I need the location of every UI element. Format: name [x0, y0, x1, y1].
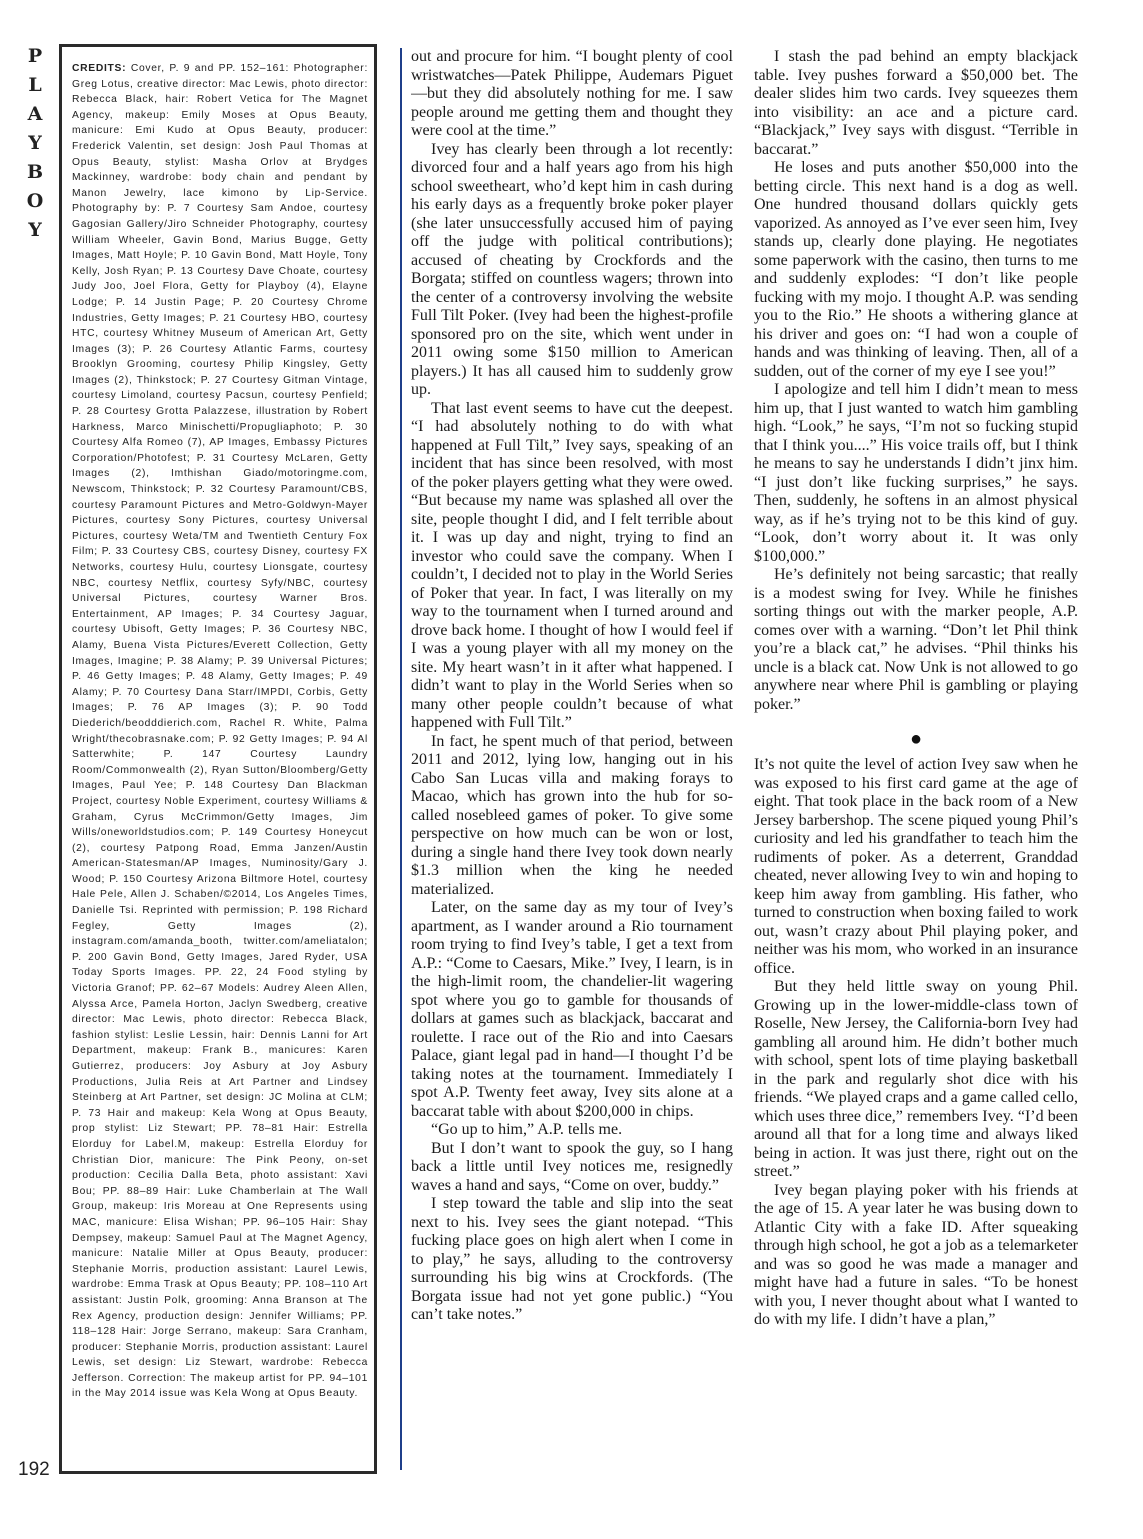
paragraph: I stash the pad behind an empty blackjack table. Ivey pushes forward a $50,000 bet. The dealer slides him two cards. Ivey squeezes them into visibility: an ace and a picture card. “Blackjack,” Ivey says with disgust. “Terrible in baccarat.” [754, 48, 1078, 158]
brand-letter: L [28, 74, 42, 96]
paragraph: Ivey has clearly been through a lot recently: divorced four and a half years ago from his high school sweetheart, who’d kept him in cash during his early days as a frequently broke poker player (she later unsuccessfully accused him of paying off the judge with political contributions); accused of cheating by Crockfords and the Borgata; stiffed on countless wagers; thrown into the center of a controversy involving the website Full Tilt Poker. (Ivey had been the highest-profile sponsored pro on the site, which went under in 2011 owing some $150 million to American players.) It has all caused him to suddenly grow up. [411, 140, 733, 398]
paragraph: out and procure for him. “I bought plenty of cool wristwatches—Patek Philippe, Audemars Piguet—but they did absolutely nothing for me. I saw people around me getting them and thought they were cool at the time.” [411, 48, 733, 139]
credits-label: CREDITS: [72, 63, 127, 74]
paragraph: “Go up to him,” A.P. tells me. [431, 1121, 623, 1138]
column-rule [400, 48, 402, 1470]
paragraph: In fact, he spent much of that period, between 2011 and 2012, lying low, hanging out in his Cabo San Lucas villa and making forays to Macao, which has grown into the hub for so-called nosebleed games of poker. To give some perspective on how much can be won or lost, during a single hand there Ivey took down nearly $1.3 million when the king he needed materialized. [411, 732, 733, 898]
paragraph: I apologize and tell him I didn’t mean to mess him up, that I just wanted to watch him gambling high. “Look,” he says, “I’m not so fucking stupid that I think you....” His voice trails off, but I think he means to say he understands I didn’t jinx him. “I just don’t like fucking surprises,” he says. Then, suddenly, he softens in an almost physical way, as if he’s trying not to be this kind of guy. “Look, don’t worry about it. It was only $100,000.” [754, 381, 1078, 565]
paragraph: Ivey began playing poker with his friends at the age of 15. A year later he was busing down to Atlantic City with a fake ID. After squeaking through high school, he got a job as a telemarketer and was so good he was made a manager and might have had a future in sales. “To be honest with you, I never thought about what I wanted to do with my life. I didn’t have a plan,” [754, 1181, 1078, 1328]
brand-letter: Y [28, 132, 42, 154]
section-break-bullet: ● [909, 728, 923, 750]
credits-box [59, 44, 377, 1474]
credits-text [72, 61, 368, 1402]
paragraph: He loses and puts another $50,000 into the betting circle. This next hand is a dog as well. One hundred thousand dollars quickly gets vaporized. As annoyed as I’ve ever seen him, Ivey stands up, clearly done playing. He negotiates some paperwork with the casino, then turns to me and suddenly explodes: “I don’t like people fucking with my mojo. I thought A.P. was sending you to the Rio.” He shoots a withering glance at his driver and goes on: “I had won a couple of hands and was thinking of leaving. Then, all of a sudden, out of the corner of my eye I see you!” [754, 159, 1078, 380]
magazine-brand [20, 42, 50, 245]
article-column-2 [411, 48, 733, 1473]
brand-letter: B [26, 161, 44, 183]
paragraph: But I don’t want to spook the guy, so I hang back a little until Ivey notices me, resignedly waves a hand and says, “Come on over, buddy.” [411, 1139, 733, 1194]
paragraph: Later, on the same day as my tour of Ivey’s apartment, as I wander around a Rio tournament room trying to find Ivey’s table, I get a text from A.P.: “Come to Caesars, Mike.” Ivey, I learn, is in the high-limit room, the chandelier-lit wagering spot where you go to gamble for thousands of dollars at games such as blackjack, baccarat and roulette. I race out of the Rio and into Caesars Palace, giant legal pad in hand—I thought I’d be taking notes at the tournament. Immediately I spot A.P. Twenty feet away, Ivey sits alone at a baccarat table with about $200,000 in chips. [411, 899, 733, 1120]
brand-letter: O [26, 190, 44, 212]
page-number: 192 [18, 1459, 50, 1480]
paragraph: It’s not quite the level of action Ivey saw when he was exposed to his first card game at the age of eight. That took place in the back room of a New Jersey barbershop. The scene piqued young Phil’s curiosity and led his grandfather to teach him the rudiments of poker. As a deterrent, Granddad cheated, never allowing Ivey to win and hoping to keep him away from gambling. His father, who turned to construction when boxing failed to work out, wasn’t crazy about Phil playing poker, and neither was his mom, who worked in an insurance office. [754, 756, 1078, 977]
brand-letter: P [27, 45, 43, 67]
credits-body: Cover, P. 9 and PP. 152–161: Photographer: Greg Lotus, creative director: Mac Lewis, photo director: Rebecca Black, hair: Robert Vetica for The Magnet Agency, makeup: Emily Moses at Opus Beauty, manicure: Emi Kudo at Opus Beauty, producer: Frederick Valentin, set design: Josh Paul Thomas at Opus Beauty, stylist: Masha Orlov at Brydges Mackinney, wardrobe: body chain and pendant by Manon Jewelry, lace kimono by Lip-Service. Photography by: P. 7 Courtesy Sam Andoe, courtesy Gagosian Gallery/Jiro Schneider Photography, courtesy William Wheeler, Gavin Bond, Marius Bugge, Getty Images, Matt Hoyle; P. 10 Gavin Bond, Matt Hoyle, Tony Kelly, Josh Ryan; P. 13 Courtesy Dave Choate, courtesy Judy Joo, Joel Flora, Getty for Playboy (4), Elayne Lodge; P. 14 Justin Page; P. 20 Courtesy Chrome Industries, Getty Images; P. 21 Courtesy HBO, courtesy HTC, courtesy Whitney Museum of American Art, Getty Images (3); P. 26 Courtesy Atlantic Farms, courtesy Brooklyn Grooming, courtesy Philip Kingsley, Getty Images (2), Thinkstock; P. 27 Courtesy Gitman Vintage, courtesy Limoland, courtesy Pacsun, courtesy Penfield; P. 28 Courtesy Grotta Palazzese, illustration by Robert Harkness, Marco Minischetti/Propugliaphoto; P. 30 Courtesy Alfa Romeo (7), AP Images, Embassy Pictures Corporation/Photofest; P. 31 Courtesy McLaren, Getty Images (2), Imthishan Giado/motoringme.com, Newscom, Thinkstock; P. 32 Courtesy Paramount/CBS, courtesy Paramount Pictures and Metro-Goldwyn-Mayer Pictures, courtesy Sony Pictures, courtesy Universal Pictures, courtesy Weta/TM and Twentieth Century Fox Film; P. 33 Courtesy CBS, courtesy Disney, courtesy FX Networks, courtesy Hulu, courtesy Lionsgate, courtesy NBC, courtesy Netflix, courtesy Syfy/NBC, courtesy Universal Pictures, courtesy Warner Bros. Entertainment, AP Images; P. 34 Courtesy Jaguar, courtesy Ubisoft, Getty Images; P. 36 Courtesy NBC, Alamy, Buena Vista Pictures/Everett Collection, Getty Images, Imagine; P. 38 Alamy; P. 39 Universal Pictures; P. 46 Getty Images; P. 48 Alamy, Getty Images; P. 49 Alamy; P. 70 Courtesy Dana Starr/IMPDI, Corbis, Getty Images; P. 76 AP Images (3); P. 90 Todd Diederich/beodddierich.com, Rachel R. White, Palma Wright/thecobrasnake.com; P. 92 Getty Images; P. 94 Al Satterwhite; P. 147 Courtesy Laundry Room/Commonwealth (2), Ryan Sutton/Bloomberg/Getty Images, Paul Yee; P. 148 Courtesy Dan Blackman Project, courtesy Noble Experiment, courtesy Williams & Graham, Cyrus McCrimmon/Getty Images, Jim Wills/oneworldstudios.com; P. 149 Courtesy Honeycut (2), courtesy Patpong Road, Emma Janzen/Austin American-Statesman/AP Images, Numinosity/Gary J. Wood; P. 150 Courtesy Arizona Biltmore Hotel, courtesy Hale Pele, Allen J. Schaben/©2014, Los Angeles Times, Danielle Tsi. Reprinted with permission; P. 198 Richard Fegley, Getty Images (2), instagram.com/amanda_booth, twitter.com/ameliatalon; P. 200 Gavin Bond, Getty Images, Jared Ryder, USA Today Sports Images. PP. 22, 24 Food styling by Victoria Granof; PP. 62–67 Models: Audrey Aleen Allen, Alyssa Arce, Pamela Horton, Jaclyn Swedberg, creative director: Mac Lewis, photo director: Rebecca Black, fashion stylist: Leslie Lessin, hair: Dennis Lanni for Art Department, makeup: Frank B., manicures: Karen Gutierrez, producers: Joy Asbury at Joy Asbury Productions, Julia Reis at Art Partner and Lindsey Steinberg at Art Partner, set design: JC Molina at CLM; P. 73 Hair and makeup: Kela Wong at Opus Beauty, prop stylist: Liz Stewart; PP. 78–81 Hair: Estrella Elorduy for Label.M, makeup: Estrella Elorduy for Christian Dior, manicure: The Pink Peony, on-set production: Cecilia Dalla Beta, photo assistant: Xavi Bou; PP. 88–89 Hair: Luke Chamberlain at The Wall Group, makeup: Iris Moreau at One Represents using MAC, manicure: Elisa Wishan; PP. 96–105 Hair: Shay Dempsey, makeup: Samuel Paul at The Magnet Agency, manicure: Natalie Miller at Opus Beauty, producer: Stephanie Morris, production assistant: Laurel Lewis, wardrobe: Emma Trask at Opus Beauty; PP. 108–110 Art assistant: Justin Polk, grooming: Anna Branson at The Rex Agency, production design: Jennifer Williams; PP. 118–128 Hair: Jorge Serrano, makeup: Sara Cranham, producer: Stephanie Morris, production assistant: Laurel Lewis, set design: Liz Stewart, wardrobe: Rebecca Jefferson. Correction: The makeup artist for PP. 94–101 in the May 2014 issue was Kela Wong at Opus Beauty. [72, 63, 369, 1400]
brand-letter: Y [28, 219, 42, 241]
paragraph: But they held little sway on young Phil. Growing up in the lower-middle-class town of Roselle, New Jersey, the California-born Ivey had gambling all around him. He didn’t bother much with school, spent lots of time playing basketball in the park and regularly shot dice with his friends. “We played craps and a game called cello, which uses three dice,” remembers Ivey. “I’d been around all that for a long time and always liked being in action. It was just there, right out on the street.” [754, 978, 1078, 1180]
paragraph: He’s definitely not being sarcastic; that really is a modest swing for Ivey. While he finishes sorting things out with the marker people, A.P. comes over with a warning. “Don’t let Phil think you’re a black cat,” he advises. “Phil thinks his uncle is a black cat. Now Unk is not allowed to go anywhere near where Phil is gambling or playing poker.” [754, 566, 1078, 713]
paragraph: That last event seems to have cut the deepest. “I had absolutely nothing to do with what happened at Full Tilt,” Ivey says, speaking of an incident that has since been resolved, with most of the poker players getting what they were owed. “But because my name was splashed all over the site, people thought I did, and I felt terrible about it. I was up day and night, trying to find an investor who could save the company. When I couldn’t, I decided not to play in the World Series of Poker that year. In fact, I was literally on my way to the tournament when I turned around and drove back home. I thought of how I would feel if I was a young player with all my money on the site. My heart wasn’t in it after what happened. I didn’t want to play in the World Series when so many other people couldn’t because of what happened with Full Tilt.” [411, 399, 733, 731]
article-column-3 [754, 48, 1078, 1473]
brand-letter: A [27, 103, 43, 125]
paragraph: I step toward the table and slip into the seat next to his. Ivey sees the giant notepad. “This fucking place goes on high alert when I come in to play,” he says, alluding to the controversy surrounding his big wins at Crockfords. (The Borgata issue had not yet gone public.) “You can’t take notes.” [411, 1195, 733, 1323]
